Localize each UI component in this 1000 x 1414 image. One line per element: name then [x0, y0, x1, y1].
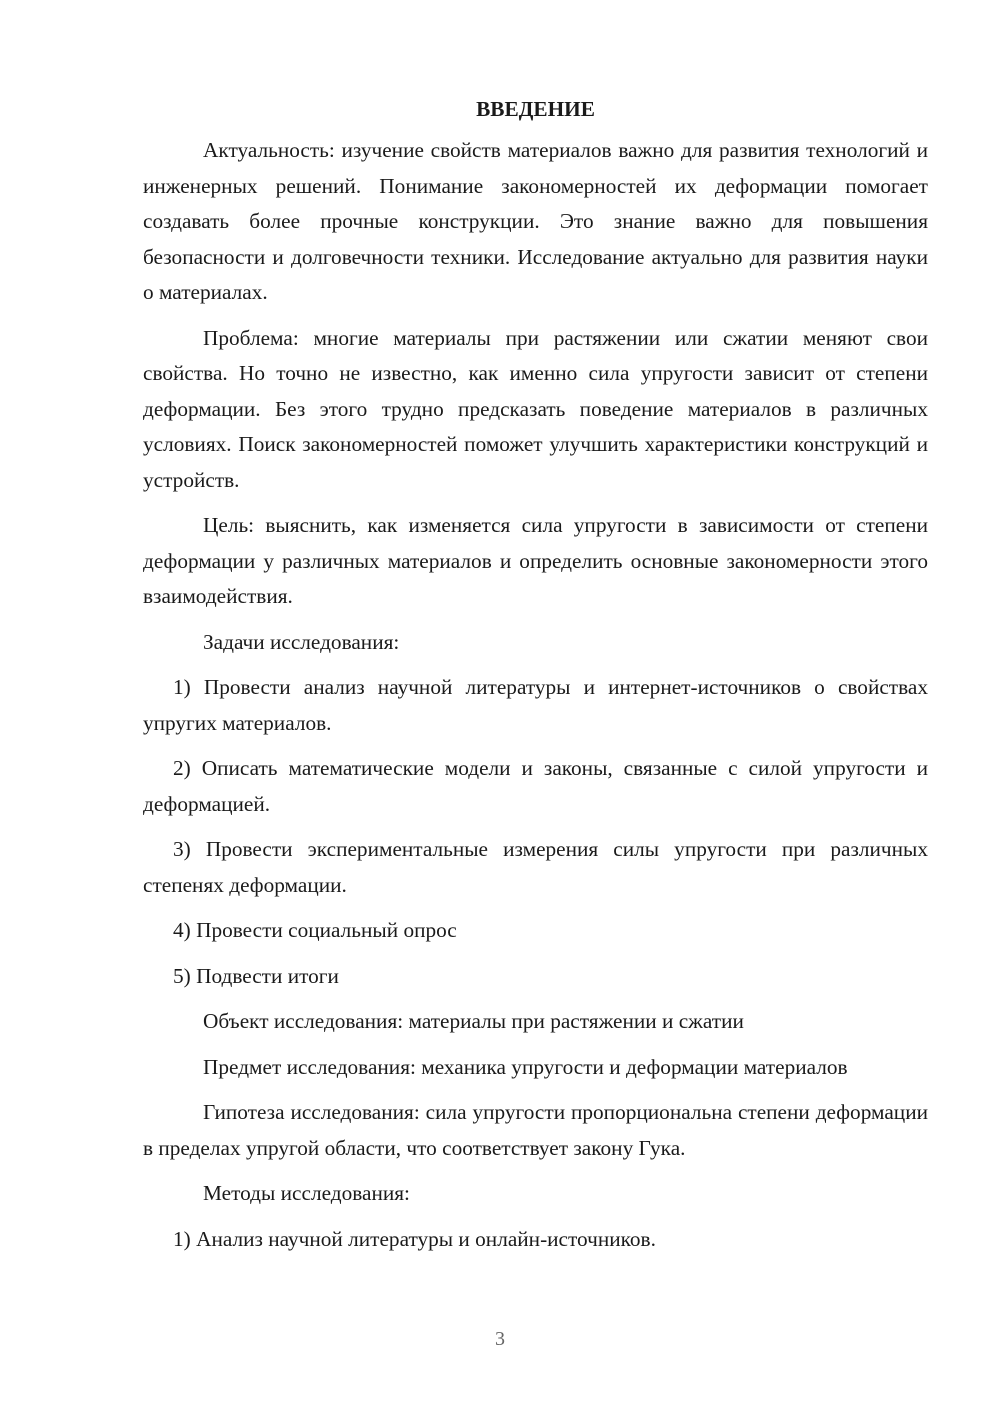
methods-heading: Методы исследования: [203, 1181, 410, 1205]
task-item: 1) Провести анализ научной литературы и интернет-источников о свойствах упругих материалов. [143, 675, 928, 735]
task-item: 4) Провести социальный опрос [173, 918, 457, 942]
relevance-paragraph: Актуальность: изучение свойств материалов важно для развития технологий и инженерных решений. Понимание закономерностей их деформации помогает создавать более прочные конструкции. Это знание важно для повышения безопасности и долговечности техники. Исследование актуально для развития науки о материалах. [143, 138, 928, 304]
task-item: 2) Описать математические модели и законы, связанные с силой упругости и деформацией. [143, 756, 928, 816]
task-item: 3) Провести экспериментальные измерения силы упругости при различных степенях деформации. [143, 837, 928, 897]
task-item: 5) Подвести итоги [173, 963, 339, 988]
goal-paragraph: Цель: выяснить, как изменяется сила упругости в зависимости от степени деформации у различных материалов и определить основные закономерности этого взаимодействия. [143, 513, 928, 608]
hypothesis-paragraph: Гипотеза исследования: сила упругости пропорциональна степени деформации в пределах упругой области, что соответствует закону Гука. [143, 1100, 928, 1160]
object-paragraph: Объект исследования: материалы при растяжении и сжатии [203, 1009, 744, 1033]
tasks-heading: Задачи исследования: [203, 629, 400, 654]
subject-paragraph: Предмет исследования: механика упругости и деформации материалов [203, 1054, 848, 1079]
page-number: 3 [495, 1328, 505, 1350]
document-page [143, 92, 928, 1267]
problem-paragraph: Проблема: многие материалы при растяжении или сжатии меняют свои свойства. Но точно не известно, как именно сила упругости зависит от степени деформации. Без этого трудно предсказать поведение материалов в различных условиях. Поиск закономерностей поможет улучшить характеристики конструкций и устройств. [143, 325, 928, 492]
method-item: 1) Анализ научной литературы и онлайн-источников. [173, 1226, 656, 1251]
section-title: ВВЕДЕНИЕ [476, 97, 595, 121]
